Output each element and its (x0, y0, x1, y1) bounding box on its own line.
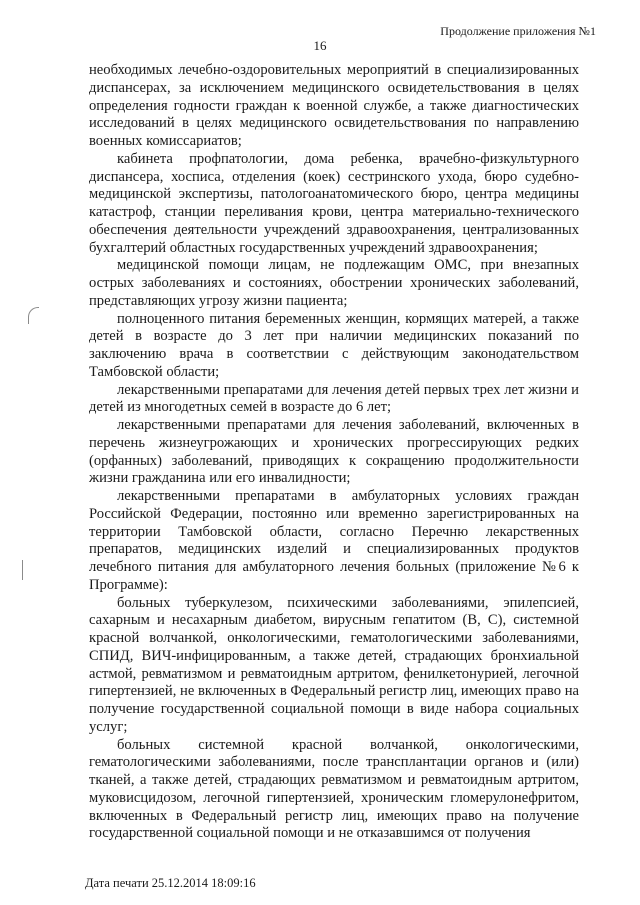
paragraph: больных системной красной волчанкой, онкологическими, гематологическими заболеваниями, после трансплантации органов и (или) тканей, а также детей, страдающих ревматизмом и ревматоидным артритом, муковисцидозом, легочной гипертензией, хроническим гломерулонефритом, включенных в Федеральный регистр лиц, имеющих право на получение государственной социальной помощи и не отказавшимся от получения (89, 736, 579, 842)
paragraph: лекарственными препаратами в амбулаторных условиях граждан Российской Федерации, постоянно или временно зарегистрированных на территории Тамбовской области, согласно Перечню лекарственных препаратов, медицинских изделий и специализированных продуктов лечебного питания для амбулаторного лечения больных (приложение №6 к Программе): (89, 488, 579, 593)
paragraph: кабинета профпатологии, дома ребенка, врачебно-физкультурного диспансера, хосписа, отделения (коек) сестринского ухода, бюро судебно-медицинской экспертизы, патологоанатомического бюро, центра медицины катастроф, станции переливания крови, центра материально-технического обеспечения деятельности учреждений здравоохранения, централизованных бухгалтерий областных государственных учреждений здравоохранения; (89, 150, 579, 256)
margin-pen-mark (28, 307, 39, 324)
paragraph: больных туберкулезом, психическими заболеваниями, эпилепсией, сахарным и несахарным диабетом, вирусным гепатитом (В, С), системной красной волчанкой, онкологическими, гематологическими заболеваниями, СПИД, ВИЧ-инфицированным, а также детей, страдающих бронхиальной астмой, ревматизмом и ревматоидным артритом, фенилкетонурией, легочной гипертензией, не включенных в Федеральный регистр лиц, имеющих право на получение государственной социальной помощи в виде набора социальных услуг; (89, 594, 579, 735)
margin-pen-mark (22, 560, 29, 580)
appendix-continuation-label: Продолжение приложения №1 (440, 24, 596, 38)
paragraph: лекарственными препаратами для лечения детей первых трех лет жизни и детей из многодетных семей в возрасте до 6 лет; (89, 381, 579, 416)
paragraph: полноценного питания беременных женщин, кормящих матерей, а также детей в возрасте до 3 лет при наличии медицинских показаний по заключению врача в соответствии с действующим законодательством Тамбовской области; (89, 310, 579, 380)
document-body (89, 62, 579, 843)
paragraph: лекарственными препаратами для лечения заболеваний, включенных в перечень жизнеугрожающих и хронических прогрессирующих редких (орфанных) заболеваний, приводящих к сокращению продолжительности жизни гражданина или его инвалидности; (89, 417, 579, 487)
print-date-footer: Дата печати 25.12.2014 18:09:16 (85, 876, 256, 890)
paragraph: необходимых лечебно-оздоровительных мероприятий в специализированных диспансерах, за исключением медицинского освидетельствования в целях определения годности граждан к военной службе, а также диагностических исследований в целях медицинского освидетельствования по направлению военных комиссариатов; (89, 62, 579, 149)
page-number: 16 (313, 38, 327, 53)
paragraph: медицинской помощи лицам, не подлежащим ОМС, при внезапных острых заболеваниях и состояниях, обострении хронических заболеваний, представляющих угрозу жизни пациента; (89, 257, 579, 309)
